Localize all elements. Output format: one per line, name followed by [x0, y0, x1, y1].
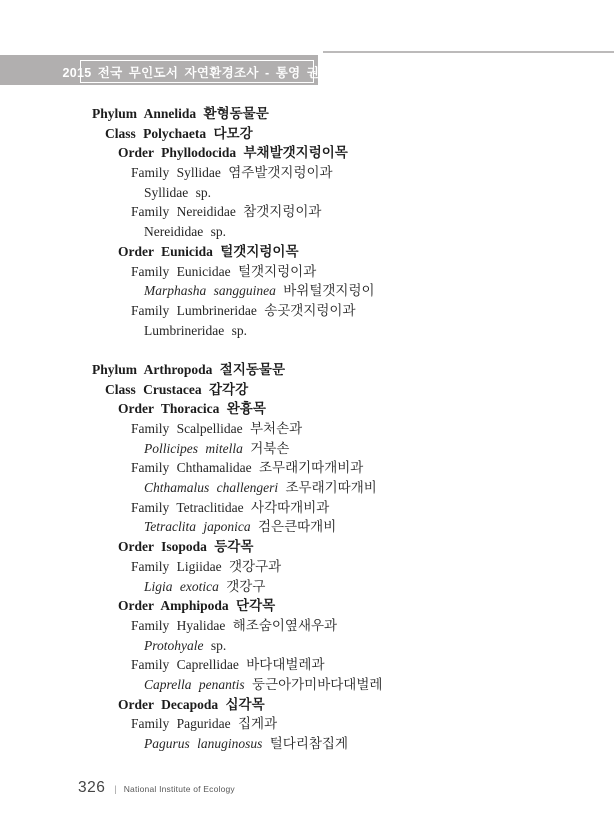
taxon-line-species: [0, 222, 614, 242]
taxon-line-family: [0, 557, 614, 577]
taxon-line-order: [0, 399, 614, 419]
korean-name: 바다대벌레과: [246, 657, 325, 673]
taxon-name: Family Nereididae: [131, 204, 236, 220]
header-bar: [0, 55, 332, 85]
taxon-line-species: [0, 675, 614, 695]
taxon-name: Nereididae sp.: [144, 224, 226, 240]
korean-name: 둥근아가미바다대벌레: [252, 676, 383, 692]
taxon-name: Order Decapoda: [118, 696, 219, 712]
korean-name: 집게과: [237, 716, 278, 732]
korean-name: 조무래기따개비과: [258, 460, 364, 476]
taxon-name: Order Amphipoda: [118, 598, 229, 614]
scientific-name: Tetraclita japonica: [144, 519, 251, 535]
taxon-name: Family Syllidae: [131, 165, 221, 181]
taxon-line-order: [0, 143, 614, 163]
scientific-name: Ligia exotica: [144, 578, 219, 594]
taxon-line-order: [0, 695, 614, 715]
korean-name: 검은큰따개비: [258, 519, 337, 535]
korean-name: 완흉목: [226, 401, 266, 417]
taxon-name: Family Caprellidae: [131, 657, 239, 673]
taxon-name: sp.: [210, 637, 227, 653]
korean-name: 부채발갯지렁이목: [243, 145, 348, 161]
taxon-name: Family Scalpellidae: [131, 421, 243, 436]
taxonomy-list: [0, 104, 614, 754]
page-footer: [78, 779, 235, 797]
taxon-line-order: [0, 537, 614, 557]
taxon-name: Syllidae sp.: [144, 184, 211, 200]
taxon-line-phylum: [0, 104, 614, 124]
taxon-name: Family Chthamalidae: [131, 460, 252, 476]
korean-name: 거북손: [250, 440, 290, 456]
korean-name: 바위털갯지렁이: [283, 283, 375, 299]
taxon-line-species: [0, 734, 614, 754]
taxon-name: Family Paguridae: [131, 716, 231, 732]
korean-name: 털갯지렁이목: [220, 243, 299, 259]
taxon-line-family: [0, 714, 614, 734]
taxon-line-family: [0, 458, 614, 478]
korean-name: 부처손과: [249, 421, 303, 436]
taxon-name: Family Hyalidae: [131, 617, 226, 633]
taxon-line-species: [0, 183, 614, 203]
taxon-name: Family Eunicidae: [131, 263, 231, 279]
taxon-line-species: [0, 577, 614, 597]
taxon-line-family: [0, 301, 614, 321]
scientific-name: Chthamalus challengeri: [144, 480, 279, 496]
taxon-line-family: [0, 655, 614, 675]
taxon-line-class: [0, 380, 614, 400]
header-rule: [323, 51, 614, 53]
taxon-line-species: [0, 636, 614, 656]
korean-name: 송곳갯지렁이과: [264, 302, 356, 318]
running-header-title: 2015 전국 무인도서 자연환경조사 - 통영 권역: [62, 65, 332, 80]
taxon-name: Order Isopoda: [118, 539, 207, 555]
scientific-name: Pagurus lanuginosus: [144, 736, 263, 751]
taxon-line-species: [0, 439, 614, 459]
taxon-line-order: [0, 242, 614, 262]
taxon-line-species: [0, 281, 614, 301]
header-title-box: [62, 60, 332, 83]
taxon-name: Class Polychaeta: [105, 125, 207, 141]
scientific-name: Protohyale: [144, 637, 204, 653]
korean-name: 털갯지렁이과: [237, 263, 317, 279]
page-number: 326: [78, 779, 106, 796]
korean-name: 갑각강: [209, 381, 249, 397]
korean-name: 십각목: [225, 696, 265, 712]
section-gap: [0, 340, 614, 360]
taxon-line-family: [0, 262, 614, 282]
taxon-name: Phylum Arthropoda: [92, 361, 213, 377]
korean-name: 털다리참집게: [269, 736, 349, 751]
taxon-line-species: [0, 478, 614, 498]
taxon-name: Class Crustacea: [105, 381, 202, 397]
taxon-name: Lumbrineridae sp.: [144, 322, 247, 338]
taxon-line-species: [0, 517, 614, 537]
korean-name: 환형동물문: [203, 106, 269, 121]
taxon-line-family: [0, 202, 614, 222]
taxon-line-order: [0, 596, 614, 616]
taxon-line-family: [0, 616, 614, 636]
korean-name: 등각목: [214, 539, 254, 555]
scientific-name: Marphasha sangguinea: [144, 283, 276, 299]
korean-name: 참갯지렁이과: [243, 204, 322, 220]
korean-name: 갯강구과: [229, 558, 282, 574]
korean-name: 절지동물문: [219, 361, 285, 377]
taxon-name: Family Lumbrineridae: [131, 302, 257, 318]
taxon-name: Order Eunicida: [118, 243, 213, 259]
korean-name: 사각따개비과: [251, 499, 330, 515]
taxon-line-phylum: [0, 360, 614, 380]
taxon-line-family: [0, 163, 614, 183]
korean-name: 해조숨이옆새우과: [232, 617, 338, 633]
korean-name: 다모강: [213, 125, 253, 141]
korean-name: 갯강구: [226, 578, 266, 594]
scientific-name: Caprella penantis: [144, 676, 245, 692]
footer-separator: |: [114, 784, 117, 794]
footer-publisher-text: National Institute of Ecology: [123, 784, 235, 794]
taxon-name: Phylum Annelida: [92, 106, 197, 121]
korean-name: 단각목: [236, 598, 276, 614]
korean-name: 염주발갯지렁이과: [228, 165, 333, 181]
taxon-line-class: [0, 124, 614, 144]
taxon-line-family: [0, 419, 614, 439]
taxon-line-species: [0, 321, 614, 341]
taxon-name: Family Tetraclitidae: [131, 499, 244, 515]
taxon-name: Order Thoracica: [118, 401, 220, 417]
scientific-name: Pollicipes mitella: [144, 440, 243, 456]
taxon-name: Family Ligiidae: [131, 558, 222, 574]
korean-name: 조무래기따개비: [285, 480, 377, 496]
taxon-name: Order Phyllodocida: [118, 145, 237, 161]
taxon-line-family: [0, 498, 614, 518]
